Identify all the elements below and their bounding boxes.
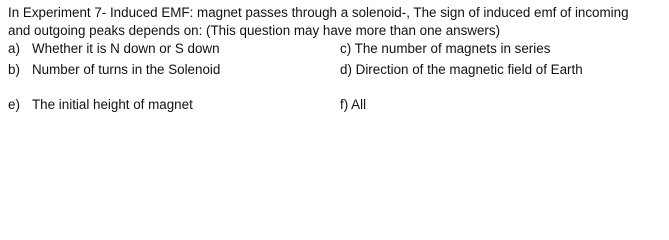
option-f xyxy=(340,96,366,114)
question-stem-line-1: In Experiment 7- Induced EMF: magnet passes through a solenoid-, The sign of induced emf of incoming xyxy=(8,5,629,20)
option-b xyxy=(8,61,220,79)
option-e-text: The initial height of magnet xyxy=(32,97,193,112)
option-f-letter: f) xyxy=(340,97,349,112)
option-a xyxy=(8,40,220,58)
option-a-text: Whether it is N down or S down xyxy=(32,41,220,56)
option-b-text: Number of turns in the Solenoid xyxy=(32,62,221,77)
option-d xyxy=(340,61,583,79)
option-f-text: All xyxy=(351,97,367,112)
option-e-letter: e) xyxy=(8,97,20,112)
option-b-letter: b) xyxy=(8,62,20,77)
option-c-letter: c) xyxy=(340,41,352,56)
question-stem-line-2: and outgoing peaks depends on: (This question may have more than one answers) xyxy=(8,23,501,38)
option-c-text: The number of magnets in series xyxy=(354,41,551,56)
option-d-letter: d) xyxy=(340,62,352,77)
option-e xyxy=(8,96,193,114)
option-c xyxy=(340,40,550,58)
option-d-text: Direction of the magnetic field of Earth xyxy=(355,62,583,77)
option-a-letter: a) xyxy=(8,41,20,56)
